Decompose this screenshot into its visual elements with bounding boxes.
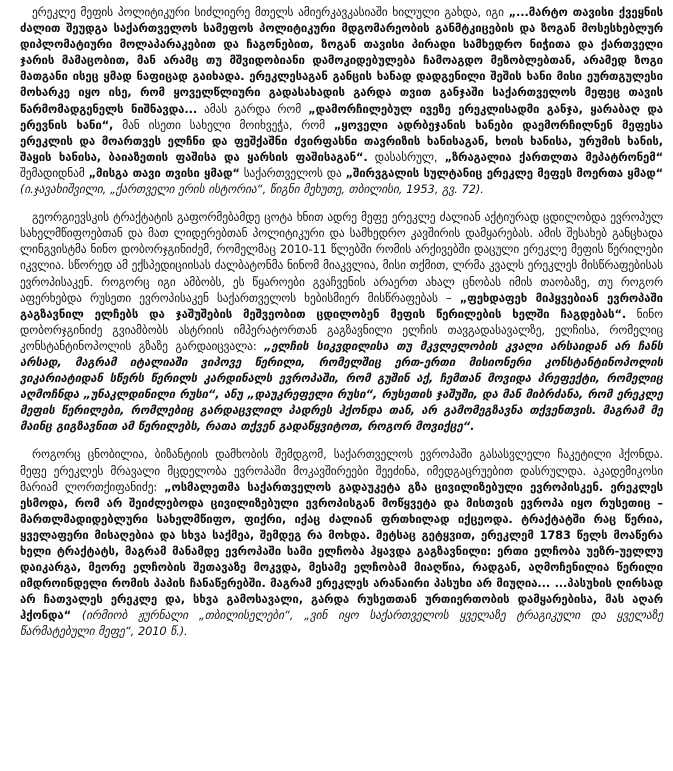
quote-segment: „ზრაგალია ქართლთა მეპატრონემ“ [444,149,664,164]
text-segment: ნინო დობორჯგინიძე გვიამბობს ასტრიის იმპერატორთან გაგზავნილი ელჩის თავგადასავალზე, ელჩისა, რომელიც კონსტანტინოპოლის გზაზე გარდაიცვალა: [20,306,663,353]
citation-segment: (ი.ჯავახიშვილი, „ქართველი ერის ისტორია“, წიგნი მეხუთე, თბილისი, 1953, გვ. 72). [20,182,484,197]
quote-segment: „ოსმალეთმა საქართველოს გადაუკეტა გზა ცივილიზებული ევროპისკენ. ერეკლეს ესმოდა, რომ არ შეიძლებოდა ცივილიზებული ევროპისგან მოწყვეტა და მისთვის ევროპა იყო რუსეთიც – მართლმადიდებლური სახელმწიფო, ფიქრი, იქაც ძალიან ფრთხილად იქცეოდა. ტრაქტატში რაც წერია, ყველაფერი მისაღებია და სხვა საქმეა, შემდეგ რა მოხდა. მეტსაც გეტყვით, ერეკლემ 1783 წელს მოაწერა ხელი ტრაქტატს, მაგრამ მანამდე ევროპაში სამი ელჩობა ჰყავდა გაგზავნილი: ერთი ელჩობა უეზრ-უელლუ დაიკარგა, მეორე ელჩობის შეთავაზე მოკვდა, მესამე ელჩობამ მიაღწია, რადგან, აღმოჩენილია წერილი იმდროინდელი რომის პაპის ჩანაწერებში. მაგრამ ერეკლეს არანაირი პასუხი არ მიუღია... ...პასუხის ღირსად არ ჩათვალეს ერეკლე და, სხვა გამოსავალი, გარდა რუსეთთან ურთიერთობის დამყარებისა, მას აღარ ჰქონდა“ [20,479,663,623]
paragraph-erekle-power [20,4,663,197]
quote-segment: „დამორჩილებულ ივეზე ერეკლისადმი განჯა, ყარაბაღ და ერევნის ხანი“, [20,101,663,132]
quote-segment: „...მარტო თავისი ქვეყნის ძალით შეუდგა საქართველოს სამეფოს პოლიტიკური მდგომარეობის განმტკიცების და ზოგან მოსესხებლურ დიპლომატიური მოლაპარაკებით და ჩაგონებით, ზოგან თავისი პირადი სამხედრო ნიჭითა და ქართველი ჯარის მამაცობით, მან არამც თუ მშვიდობიანი დამოკიდებულება ჩამოაგდო მეზობლებთან, არამედ ზოგი მათგანი ისეც ყმად ნაფიცად გაიხადა. ერეკლესაგან განცის ხანად დადგენილი შეშის ხანი მისი ეურთგულესი მოხარკე იყო ისე, რომ ყოველწლიური გადასახადის გარდა თვით განჯაში საქართველოს მეფეც თავის წარმომადგენელს ნიშნავდა... [20,5,664,116]
text-segment: ამას გარდა რომ [197,101,309,116]
text-segment: როგორც ცნობილია, ბიზანტიის დამხობის შემდგომ, საქართველოს ევროპაში გასასვლელი ჩაკეტილი ჰქონდა. მეფე ერეკლეს მრავალი მცდელობა ევროპაში მოკავშირეები შეეძინა, იმედგაცრუებით დასრულდა. აკადემიკოსი მარიამ ლორთქიფანიძე: [20,447,663,494]
quote-segment: „მისგა თავი თვისი ყმად“ [88,165,240,180]
quote-segment: „ელჩის სიკვდილისა თუ მკვლელობის კვალი არსაიდან არ ჩანს არსად, მაგრამ იტალიაში ვიპოვე წერილი, რომელშიც ერთ-ერთი მისიონერი კონსტანტინოპოლის ვიკარიატიდან სწერს წერილს კარდინალს ევროპაში, რომ გუშინ აქ, ჩემთან მოვიდა პრეფექტი, რომელიც აღმოჩნდა „უნაკლდინილი რუსი“, ანუ „დაუკრეფელი რუსი“, რუსეთის ჯაშუში, და მან მიბრძანა, რომ ერეკლე მეფის წერილები, რომლებიც გარდაცვლილ პადრეს ჰქონდა თან, არ გამომეგზავნა თქვენთვის. მაგრამ მე მაინც გიგზავნით ამ წერილებს, რათა თქვენ გადაწყვიტოთ, როგორ მოვიქცე“. [20,338,663,434]
text-segment: დასასრულ, [367,149,445,164]
quote-segment: „ფეხდაფეხ მიჰყვებიან ევროპაში გაგზავნილ ელჩებს და ჯაშუშების მეშვეობით ცდილობენ მეფის წერილების ხელში ჩაგდებას“. [20,290,663,321]
quote-segment: „შირვგალის სულტანიც ერეკლე მეფეს მოერთა ყმად“ [345,165,663,180]
paragraph-georgievsk-treaty [20,209,663,434]
citation-segment: (ირმიობ ჟურნალი „თბილისელები“, „ვინ იყო საქართველოს ყველაზე ტრაგიკული და ყველაზე წარმატებული მეფე“, 2010 წ.). [20,608,663,639]
quote-segment: „ყოველი ადრბეჯანის ხანები დაემორჩილნენ მეფესა ერეკლის და მოართვეს ელჩნი და ფეშქაშნი ძვირფასნი თავრიზის ხანისაგან, ხოის ხანისა, ურუმის ხანის, შაყის ხანისა, ბაიაზეთის ფაშისა და ყარსის ფაშისაგან“. [20,117,663,164]
text-segment: ერეკლე მეფის პოლიტიკური სიძლიერე მთელს ამიერკავკასიაში ხილული გახდა, იგი [32,5,509,19]
text-segment: მან ისეთი სახელი მოიხვეჭა, რომ [113,117,334,132]
paragraph-byzantium-europe [20,446,663,639]
text-segment: შემადიდნამ [20,165,89,180]
text-segment: გეორგიევსკის ტრაქტატის გაფორმებამდე ცოტა ხნით ადრე მეფე ერეკლე ძალიან აქტიურად ცდილობდა ევროპულ სახელმწიფოებთან და მათ ლიდერებთან პოლიტიკური და სამხედრო კავშირის დამყარებას. ამის შესახებ განცხადა ლინგვისტმა ნინო დობორჯგინიძემ, რომელმაც 2010-11 წლებში რომის არქივებში დაცული ერეკლე მეფის წერილები იკვლია. სწორედ ამ ექსპედიციისას ძალბატონმა ნინომ მიაკვლია, მისი თქმით, ლრმა კვალს ერეკლეს მისწრაფებისას ევროპისაკენ. როგორც იგი ამბობს, ეს წყაროები გვაჩვენის არაერთ ახალ ცნობას იმის თაობაზე, თუ როგორ აფერხებდა რუსეთი ევროპისაკენ საქართველოს ხებისმიერ მისწრაფებას – [20,210,664,305]
text-segment: საქართველოს და [239,165,346,180]
